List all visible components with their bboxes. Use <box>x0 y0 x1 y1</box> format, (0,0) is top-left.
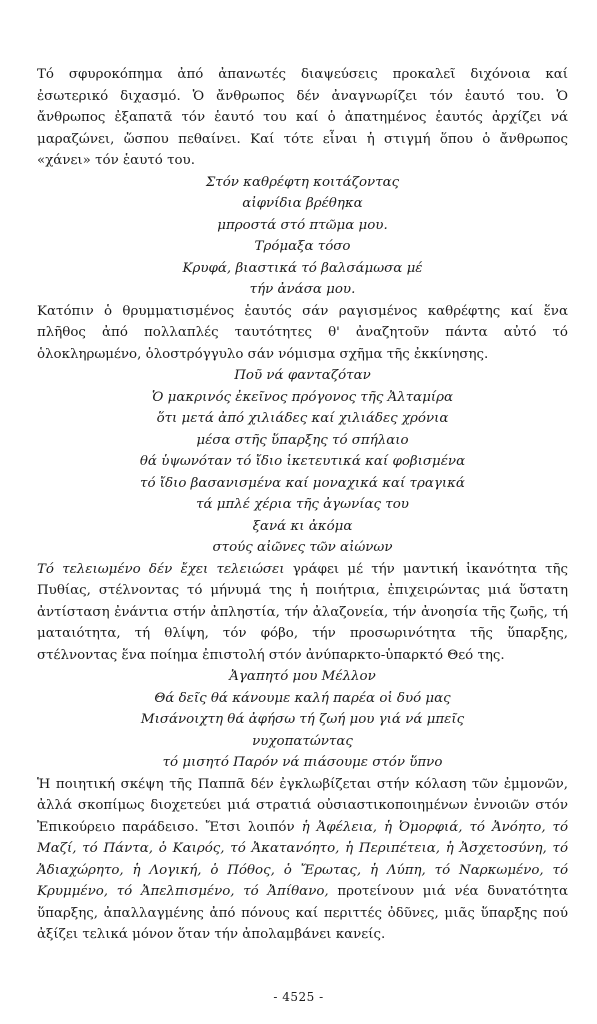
poem-line: Ποῦ νά φανταζόταν <box>234 368 371 383</box>
poem-line: Στόν καθρέφτη κοιτάζοντας <box>205 174 400 190</box>
poem-line: Τρόμαξα τόσο <box>254 239 351 254</box>
poem-line: Θά δεῖς θά κάνουμε καλή παρέα οἱ δυό μας <box>154 690 451 706</box>
poem-line: θά ὑψωνόταν τό ἴδιο ἱκετευτικά καί φοβισμένα <box>139 454 466 469</box>
poem-line: Ὁ μακρινός ἐκεῖνος πρόγονος τῆς Ἀλταμίρα <box>151 389 454 405</box>
poem-line: ξανά κι ἀκόμα <box>252 518 353 534</box>
paragraph-3 <box>37 559 568 667</box>
poem-line: Μισάνοιχτη θά ἀφήσω τή ζωή μου γιά νά μπεῖς <box>140 712 465 727</box>
poem-line: στούς αἰῶνες τῶν αἰώνων <box>212 540 393 555</box>
poem-line: νυχοπατώντας <box>252 733 353 749</box>
poem-line: τά μπλέ χέρια τῆς ἀγωνίας του <box>196 497 409 512</box>
paragraph-1: Τό σφυροκόπημα ἀπό ἀπανωτές διαψεύσεις προκαλεῖ διχόνοια καί ἐσωτερικό διχασμό. Ὁ ἄνθρωπος δέν ἀναγνωρίζει τόν ἑαυτό του. Ὁ ἄνθρωπος ἐξαπατᾶ τόν ἑαυτό του καί ὁ ἀπατημένος ἑαυτός ἀρχίζει νά μαραζώνει, ὥσπου πεθαίνει. Καί τότε εἶναι ἡ στιγμή ὅπου ὁ ἄνθρωπος «χάνει» τόν ἑαυτό του. <box>37 67 568 168</box>
poem-line: τήν ἀνάσα μου. <box>249 282 356 297</box>
quoted-title: Τό τελειωμένο δέν ἔχει τελειώσει <box>37 561 285 577</box>
poem-line: Κρυφά, βιαστικά τό βαλσάμωσα μέ <box>182 260 423 276</box>
poem-line: μέσα στῆς ὕπαρξης τό σπήλαιο <box>196 432 409 448</box>
poem-line: αἰφνίδια βρέθηκα <box>242 196 363 211</box>
poem-line: τό μισητό Παρόν νά πιάσουμε στόν ὕπνο <box>162 755 443 770</box>
paragraph-4-text-a: Ἡ ποιητική σκέψη τῆς Παππᾶ δέν ἐγκλωβίζεται στήν κόλαση τῶν ἐμμονῶν, ἀλλά σκοπίμως διοχετεύει μιά στρατιά οὐσιαστικοποιημένων ἐννοιῶν στόν Ἐπικούρειο παράδεισο. Ἔτσι λοιπόν <box>37 776 568 835</box>
concept-list: ἡ Ἀφέλεια, ἡ Ὀμορφιά, τό Ἀνόητο, τό Μαζί, τό Πάντα, ὁ Καιρός, τό Ἀκατανόητο, ἡ Περιπέτεια, ἡ Ἀσχετοσύνη, τό Ἀδιαχώρητο, ἡ Λογική, ὁ Πόθος, ὁ Ἔρωτας, ἡ Λύπη, τό Ναρκωμένο, τό Κρυμμένο, τό Ἀπελπισμένο, τό Ἀπίθανο, <box>37 819 569 899</box>
paragraph-4-text-b: προτείνουν μιά νέα δυνατότητα ὕπαρξης, ἀπαλλαγμένης ἀπό πόνους καί περιττές ὀδῦνες, μιᾶς ὕπαρξης πού ἀξίζει τελικά μόνον ὅταν τήν ἀπολαμβάνει κανείς. <box>37 884 568 942</box>
poem-line: Ἀγαπητό μου Μέλλον <box>229 669 376 684</box>
paragraph-2: Κατόπιν ὁ θρυμματισμένος ἑαυτός σάν ραγισμένος καθρέφτης καί ἕνα πλῆθος ἀπό πολλαπλές ταυτότητες θ' ἀναζητοῦν πάντα αὐτό τό ὁλοκληρωμένο, ὁλοστρόγγυλο σάν νόμισμα σχῆμα τῆς ἐκκίνησης. <box>37 303 568 362</box>
poem-1 <box>37 172 568 301</box>
poem-line: ὅτι μετά ἀπό χιλιάδες καί χιλιάδες χρόνια <box>156 411 449 426</box>
page-number: - 4525 - <box>273 990 324 1004</box>
poem-2 <box>37 365 568 559</box>
poem-3 <box>37 666 568 774</box>
paragraph-3-text: γράφει μέ τήν μαντική ἱκανότητα τῆς Πυθίας, στέλνοντας τό μήνυμά της ἡ ποιήτρια, ἐπιχειρώντας μιά ὕστατη ἀντίσταση ἐνάντια στήν ἀπληστία, τήν ἀλαζονεία, τήν ἀνοησία τῆς ζωῆς, τή ματαιότητα, τή θλίψη, τόν φόβο, τήν προσωρινότητα τῆς ὕπαρξης, στέλνοντας ἕνα ποίημα ἐπιστολή στόν ἀνύπαρκτο-ὑπαρκτό Θεό της. <box>37 561 569 663</box>
paragraph-4 <box>37 774 568 946</box>
poem-line: τό ἴδιο βασανισμένα καί μοναχικά καί τραγικά <box>140 475 465 491</box>
poem-line: μπροστά στό πτῶμα μου. <box>217 217 388 233</box>
